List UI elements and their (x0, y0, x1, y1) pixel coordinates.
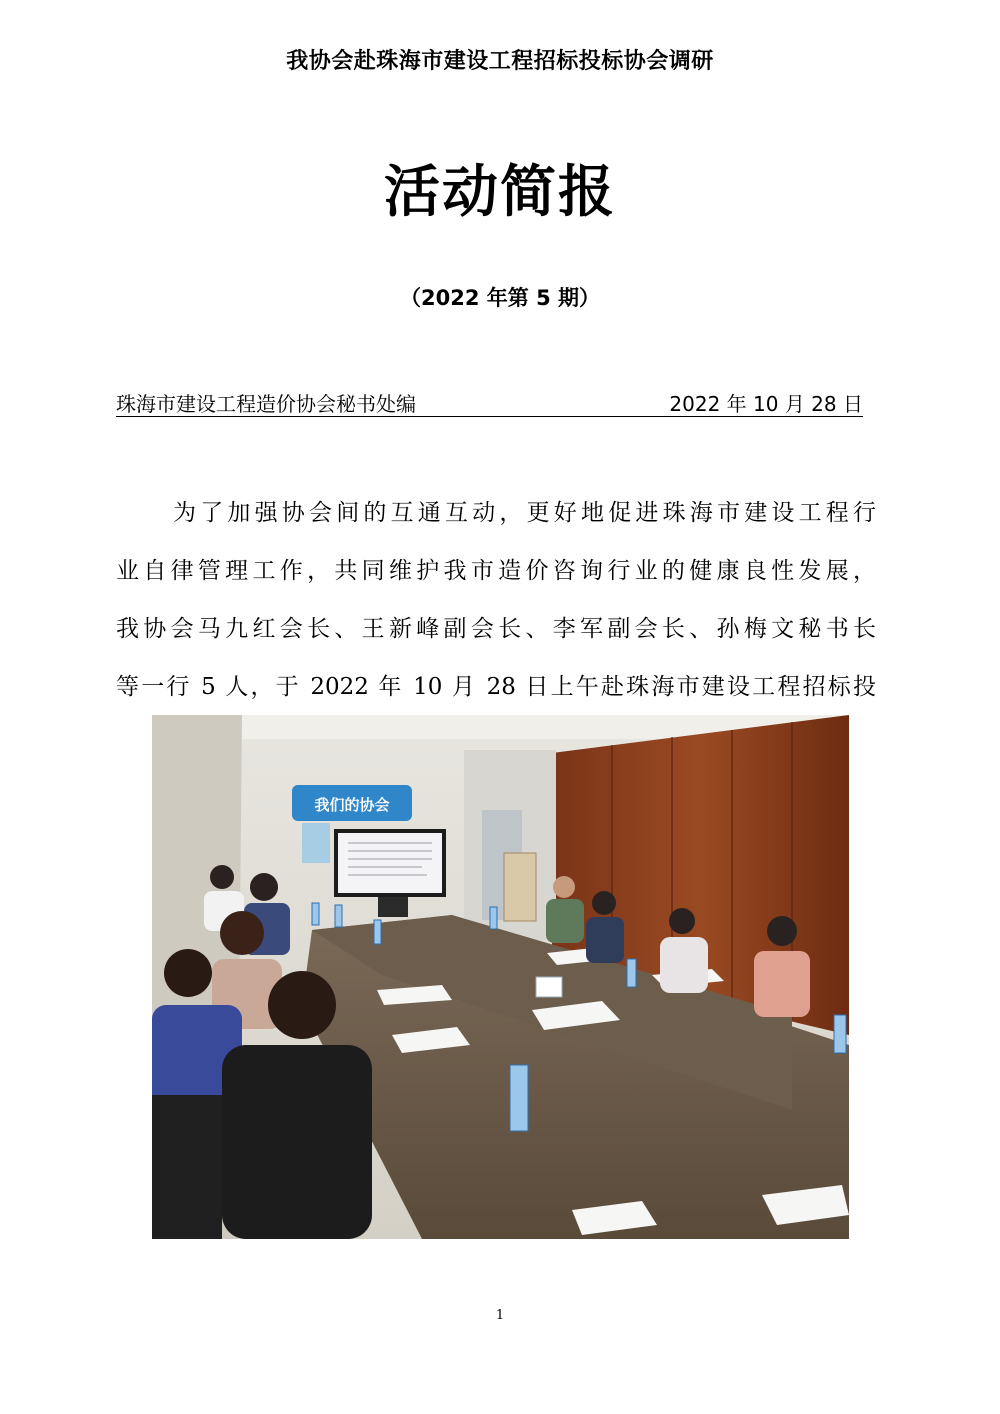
page-number: 1 (495, 1308, 505, 1323)
publish-date: 2022 年 10 月 28 日 (669, 392, 863, 416)
editor-date-line (116, 386, 863, 417)
paragraph-line: 为了加强协会间的互通互动，更好地促进珠海市建设工程行 (173, 500, 876, 526)
document-subtitle: 我协会赴珠海市建设工程招标投标协会调研 (286, 49, 714, 74)
editor-label: 珠海市建设工程造价协会秘书处编 (116, 392, 416, 416)
wall-sign-text: 我们的协会 (314, 796, 390, 814)
paragraph-line: 等一行 5 人，于 2022 年 10 月 28 日上午赴珠海市建设工程招标投 (116, 674, 876, 700)
paragraph-line: 业自律管理工作，共同维护我市造价咨询行业的健康良性发展， (116, 558, 876, 584)
document-title: 活动简报 (384, 160, 616, 225)
tissue-box (536, 977, 562, 997)
paragraph-line: 我协会马九红会长、王新峰副会长、李军副会长、孙梅文秘书长 (116, 616, 876, 642)
body-paragraph (116, 484, 876, 716)
meeting-photo (152, 715, 849, 1239)
issue-number: （2022 年第 5 期） (400, 286, 600, 310)
